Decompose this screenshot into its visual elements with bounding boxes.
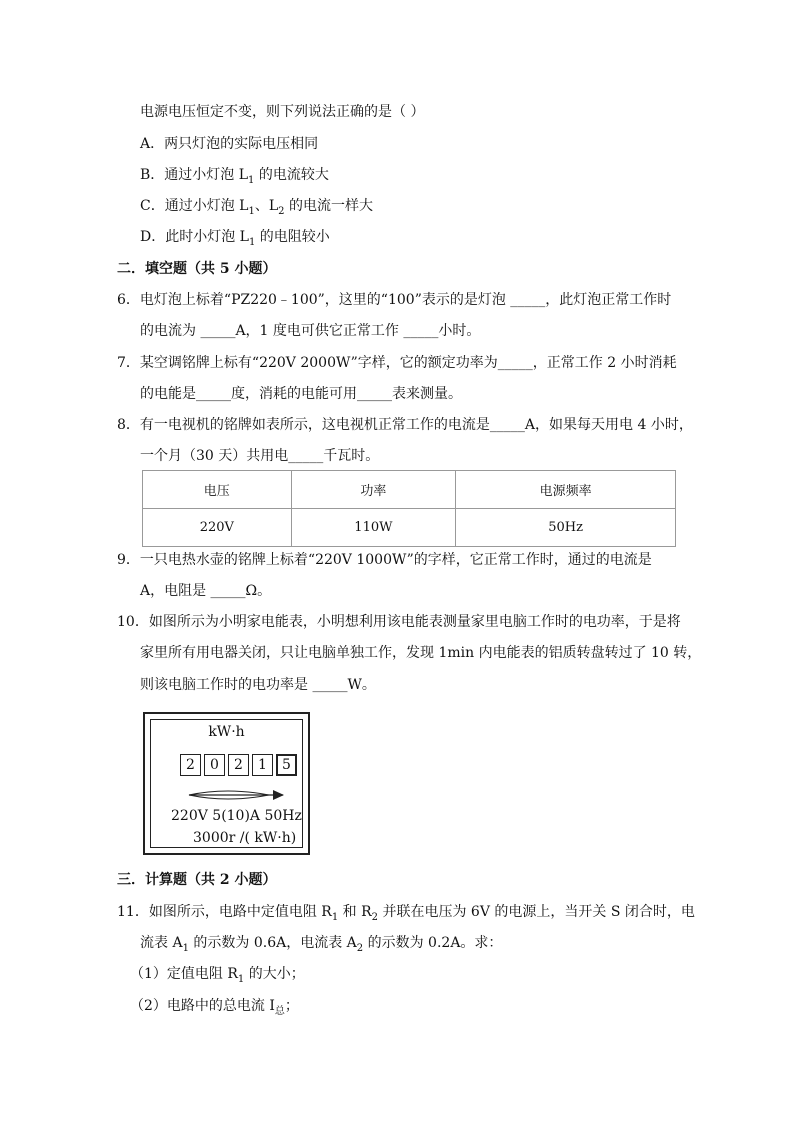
subscript: 1 — [237, 973, 245, 985]
text: B．通过小灯泡 L — [140, 167, 249, 183]
subscript: 2 — [371, 911, 379, 923]
meter-digit: 1 — [252, 754, 273, 776]
text: 、L — [254, 198, 279, 214]
subscript: 2 — [356, 942, 364, 954]
table-cell: 220V — [143, 509, 292, 547]
meter-revolution-constant: 3000r /( kW·h) — [193, 830, 297, 846]
meter-digit: 2 — [180, 754, 201, 776]
q6-line2: 的电流为 _____A，1 度电可供它正常工作 _____小时。 — [140, 323, 481, 339]
q6-line1: 6．电灯泡上标着“PZ220﹣100”，这里的“100”表示的是灯泡 _____，此灯泡正常工作时 — [117, 292, 672, 308]
table-header-cell: 电压 — [143, 471, 292, 509]
q11-sub1 — [130, 964, 305, 990]
q7-line1: 7．某空调铭牌上标有“220V 2000W”字样，它的额定功率为_____，正常工作 2 小时消耗 — [117, 355, 677, 371]
q11-line2 — [140, 933, 502, 959]
subscript: 1 — [248, 236, 256, 248]
meter-rating-text: 220V 5(10)A 50Hz — [171, 808, 302, 824]
q9-line1: 9．一只电热水壶的铭牌上标着“220V 1000W”的字样，它正常工作时，通过的电流是 — [117, 552, 652, 568]
rotating-disc-icon — [187, 784, 287, 806]
subscript: 1 — [182, 942, 189, 954]
q8-line2: 一个月（30 天）共用电_____千瓦时。 — [140, 448, 380, 464]
q11-line1 — [117, 902, 695, 928]
text: （2）电路中的总电流 I — [130, 998, 275, 1014]
meter-digit: 0 — [204, 754, 225, 776]
q9-line2: A，电阻是 _____Ω。 — [140, 583, 272, 599]
meter-digit: 2 — [228, 754, 249, 776]
text: （1）定值电阻 R — [130, 966, 238, 982]
table-cell: 110W — [291, 509, 456, 547]
q11-sub2 — [130, 996, 299, 1022]
q10-line3: 则该电脑工作时的电功率是 _____W。 — [140, 677, 376, 693]
section-calculation-title: 三．计算题（共 2 小题） — [117, 872, 277, 888]
text: 的电流一样大 — [284, 198, 373, 214]
table-header-cell: 电源频率 — [456, 471, 676, 509]
q10-line1: 10．如图所示为小明家电能表，小明想利用该电能表测量家里电脑工作时的电功率，于是将 — [117, 614, 681, 630]
meter-counter — [180, 754, 300, 776]
subscript: 2 — [278, 205, 285, 217]
q5-continuation: 电源电压恒定不变，则下列说法正确的是（ ） — [140, 104, 425, 120]
text: 的电阻较小 — [255, 229, 330, 245]
subscript: 1 — [248, 174, 255, 186]
q5-option-b — [140, 165, 329, 191]
energy-meter-figure — [143, 712, 310, 855]
energy-meter-panel — [150, 719, 303, 848]
tv-nameplate-table — [142, 470, 676, 547]
meter-unit-label: kW·h — [208, 724, 245, 740]
subscript: 1 — [331, 911, 339, 923]
text: 的大小； — [244, 966, 305, 982]
text: 的示数为 0.6A，电流表 A — [188, 935, 357, 951]
table-row — [143, 509, 676, 547]
text: 并联在电压为 6V 的电源上，当开关 S 闭合时，电 — [378, 904, 695, 920]
q8-line1: 8．有一电视机的铭牌如表所示，这电视机正常工作的电流是_____A，如果每天用电 4 小时， — [117, 417, 693, 433]
text: 11．如图所示，电路中定值电阻 R — [117, 904, 332, 920]
table-cell: 50Hz — [456, 509, 676, 547]
meter-digit-decimal: 5 — [276, 754, 297, 776]
subscript: 1 — [248, 205, 255, 217]
q7-line2: 的电能是_____度，消耗的电能可用_____表来测量。 — [140, 386, 462, 402]
q5-option-d — [140, 227, 330, 253]
text: D．此时小灯泡 L — [140, 229, 249, 245]
text: ； — [284, 998, 299, 1014]
section-fill-blank-title: 二．填空题（共 5 小题） — [117, 261, 277, 277]
text: 的示数为 0.2A。求： — [363, 935, 503, 951]
table-header-cell: 功率 — [291, 471, 456, 509]
text: 和 R — [338, 904, 372, 920]
q5-option-a: A．两只灯泡的实际电压相同 — [140, 136, 319, 152]
subscript: 总 — [274, 1005, 285, 1017]
text: C．通过小灯泡 L — [140, 198, 249, 214]
q5-option-c — [140, 196, 373, 222]
table-header-row — [143, 471, 676, 509]
text: 的电流较大 — [254, 167, 329, 183]
text: 流表 A — [140, 935, 183, 951]
q10-line2: 家里所有用电器关闭，只让电脑单独工作，发现 1min 内电能表的铝质转盘转过了 10 转， — [140, 645, 702, 661]
